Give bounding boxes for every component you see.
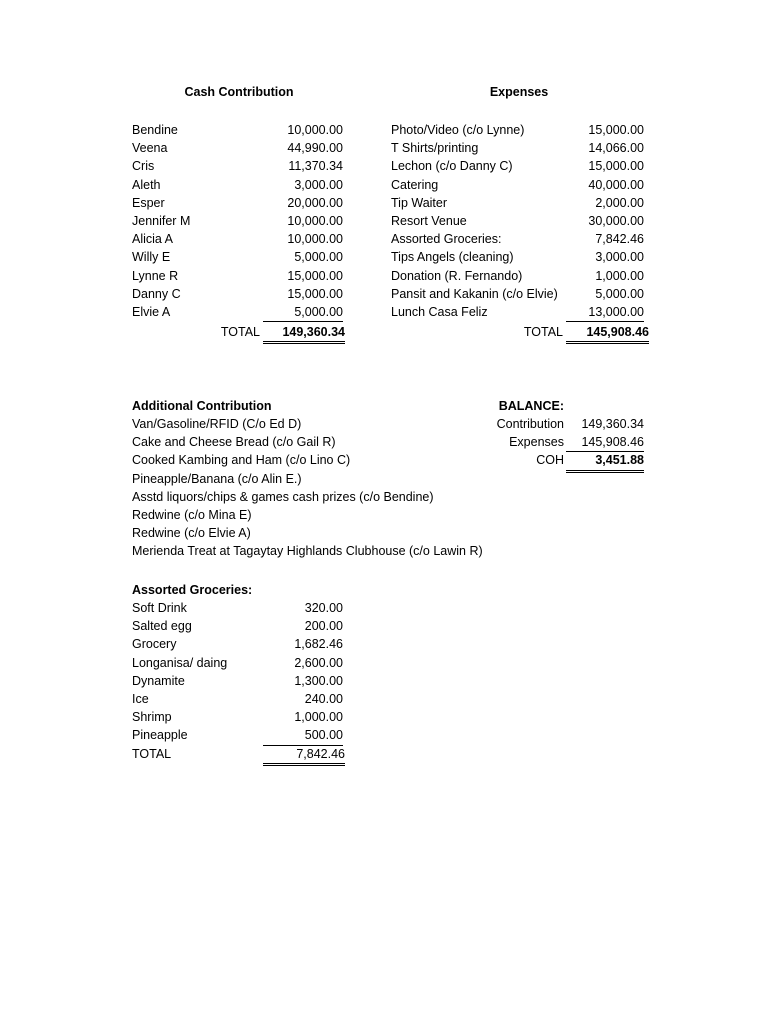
expense-amount: 15,000.00 xyxy=(588,159,644,174)
contribution-amount: 10,000.00 xyxy=(287,214,343,228)
contribution-amount: 11,370.34 xyxy=(288,159,343,174)
expense-amount: 13,000.00 xyxy=(566,303,644,322)
balance-label: COH xyxy=(536,453,564,468)
balance-amount: 3,451.88 xyxy=(566,451,644,472)
expense-item: Resort Venue xyxy=(391,214,467,228)
expense-item: Catering xyxy=(391,177,439,192)
expense-amount: 15,000.00 xyxy=(588,123,644,137)
contributor-name: Danny C xyxy=(132,286,181,301)
expenses-total-label: TOTAL xyxy=(523,325,563,339)
expense-item: Pansit and Kakanin (c/o Elvie) xyxy=(391,286,558,301)
grocery-amount: 1,682.46 xyxy=(294,637,343,652)
expense-amount: 14,066.00 xyxy=(588,141,644,156)
balance-label: Contribution xyxy=(496,417,564,431)
grocery-item: Grocery xyxy=(132,637,177,652)
balance-label: Expenses xyxy=(509,435,564,450)
contributor-name: Esper xyxy=(132,195,165,210)
grocery-amount: 200.00 xyxy=(304,619,343,634)
expense-item: Photo/Video (c/o Lynne) xyxy=(391,123,525,137)
grocery-item: Longanisa/ daing xyxy=(132,655,228,670)
contributor-name: Elvie A xyxy=(132,305,171,319)
groceries-total-value: 7,842.46 xyxy=(263,745,345,766)
grocery-item: Pineapple xyxy=(132,728,188,743)
grocery-item: Soft Drink xyxy=(132,601,187,615)
balance-amount: 145,908.46 xyxy=(566,433,644,452)
additional-contribution-item: Van/Gasoline/RFID (C/o Ed D) xyxy=(132,417,302,431)
grocery-amount: 2,600.00 xyxy=(294,655,343,670)
contribution-amount: 15,000.00 xyxy=(287,286,343,301)
expense-item: T Shirts/printing xyxy=(391,141,479,156)
grocery-amount: 500.00 xyxy=(263,726,343,745)
additional-contribution-header: Additional Contribution xyxy=(132,399,272,413)
additional-contribution-item: Cake and Cheese Bread (c/o Gail R) xyxy=(132,435,336,450)
additional-contribution-item: Redwine (c/o Elvie A) xyxy=(132,526,251,541)
contributor-name: Veena xyxy=(132,141,168,156)
expense-item: Tip Waiter xyxy=(391,195,448,210)
contributor-name: Cris xyxy=(132,159,155,174)
grocery-amount: 1,000.00 xyxy=(294,710,343,725)
balance-amount: 149,360.34 xyxy=(581,417,644,431)
grocery-item: Dynamite xyxy=(132,673,185,688)
contributor-name: Alicia A xyxy=(132,232,173,247)
contribution-amount: 20,000.00 xyxy=(287,195,343,210)
grocery-amount: 320.00 xyxy=(304,601,343,615)
additional-contribution-item: Pineapple/Banana (c/o Alin E.) xyxy=(132,471,302,486)
contributor-name: Jennifer M xyxy=(132,214,191,228)
contribution-amount: 10,000.00 xyxy=(287,123,343,137)
expense-amount: 2,000.00 xyxy=(595,195,644,210)
additional-contribution-item: Redwine (c/o Mina E) xyxy=(132,508,252,522)
groceries-total-label: TOTAL xyxy=(132,747,172,761)
expense-amount: 5,000.00 xyxy=(595,286,644,301)
balance-header: BALANCE: xyxy=(498,399,564,413)
expense-item: Assorted Groceries: xyxy=(391,232,502,247)
expenses-header: Expenses xyxy=(489,85,549,99)
grocery-item: Salted egg xyxy=(132,619,192,634)
expense-amount: 1,000.00 xyxy=(595,268,644,283)
expense-item: Tips Angels (cleaning) xyxy=(391,250,514,265)
contribution-amount: 3,000.00 xyxy=(294,177,343,192)
expense-item: Donation (R. Fernando) xyxy=(391,268,523,283)
contribution-amount: 5,000.00 xyxy=(263,303,343,322)
grocery-amount: 1,300.00 xyxy=(294,673,343,688)
contribution-amount: 10,000.00 xyxy=(287,232,343,247)
grocery-amount: 240.00 xyxy=(304,692,343,706)
additional-contribution-item: Merienda Treat at Tagaytay Highlands Clubhouse (c/o Lawin R) xyxy=(132,544,483,559)
expense-item: Lunch Casa Feliz xyxy=(391,305,488,319)
expense-item: Lechon (c/o Danny C) xyxy=(391,159,513,174)
contributor-name: Bendine xyxy=(132,123,178,137)
additional-contribution-item: Cooked Kambing and Ham (c/o Lino C) xyxy=(132,453,351,468)
contributor-name: Lynne R xyxy=(132,268,179,283)
expense-amount: 30,000.00 xyxy=(588,214,644,228)
cash-contribution-header: Cash Contribution xyxy=(184,85,294,99)
cash-total-value: 149,360.34 xyxy=(263,323,345,344)
grocery-item: Shrimp xyxy=(132,710,172,725)
contributor-name: Willy E xyxy=(132,250,171,265)
expense-amount: 3,000.00 xyxy=(595,250,644,265)
contributor-name: Aleth xyxy=(132,177,161,192)
grocery-item: Ice xyxy=(132,692,149,706)
contribution-amount: 5,000.00 xyxy=(294,250,343,265)
contribution-amount: 15,000.00 xyxy=(287,268,343,283)
expense-amount: 7,842.46 xyxy=(595,232,644,247)
additional-contribution-item: Asstd liquors/chips & games cash prizes (c/o Bendine) xyxy=(132,489,434,504)
expense-amount: 40,000.00 xyxy=(588,177,644,192)
contribution-amount: 44,990.00 xyxy=(287,141,343,156)
assorted-groceries-header: Assorted Groceries: xyxy=(132,583,253,597)
cash-total-label: TOTAL xyxy=(220,325,260,339)
expenses-total-value: 145,908.46 xyxy=(566,323,649,344)
